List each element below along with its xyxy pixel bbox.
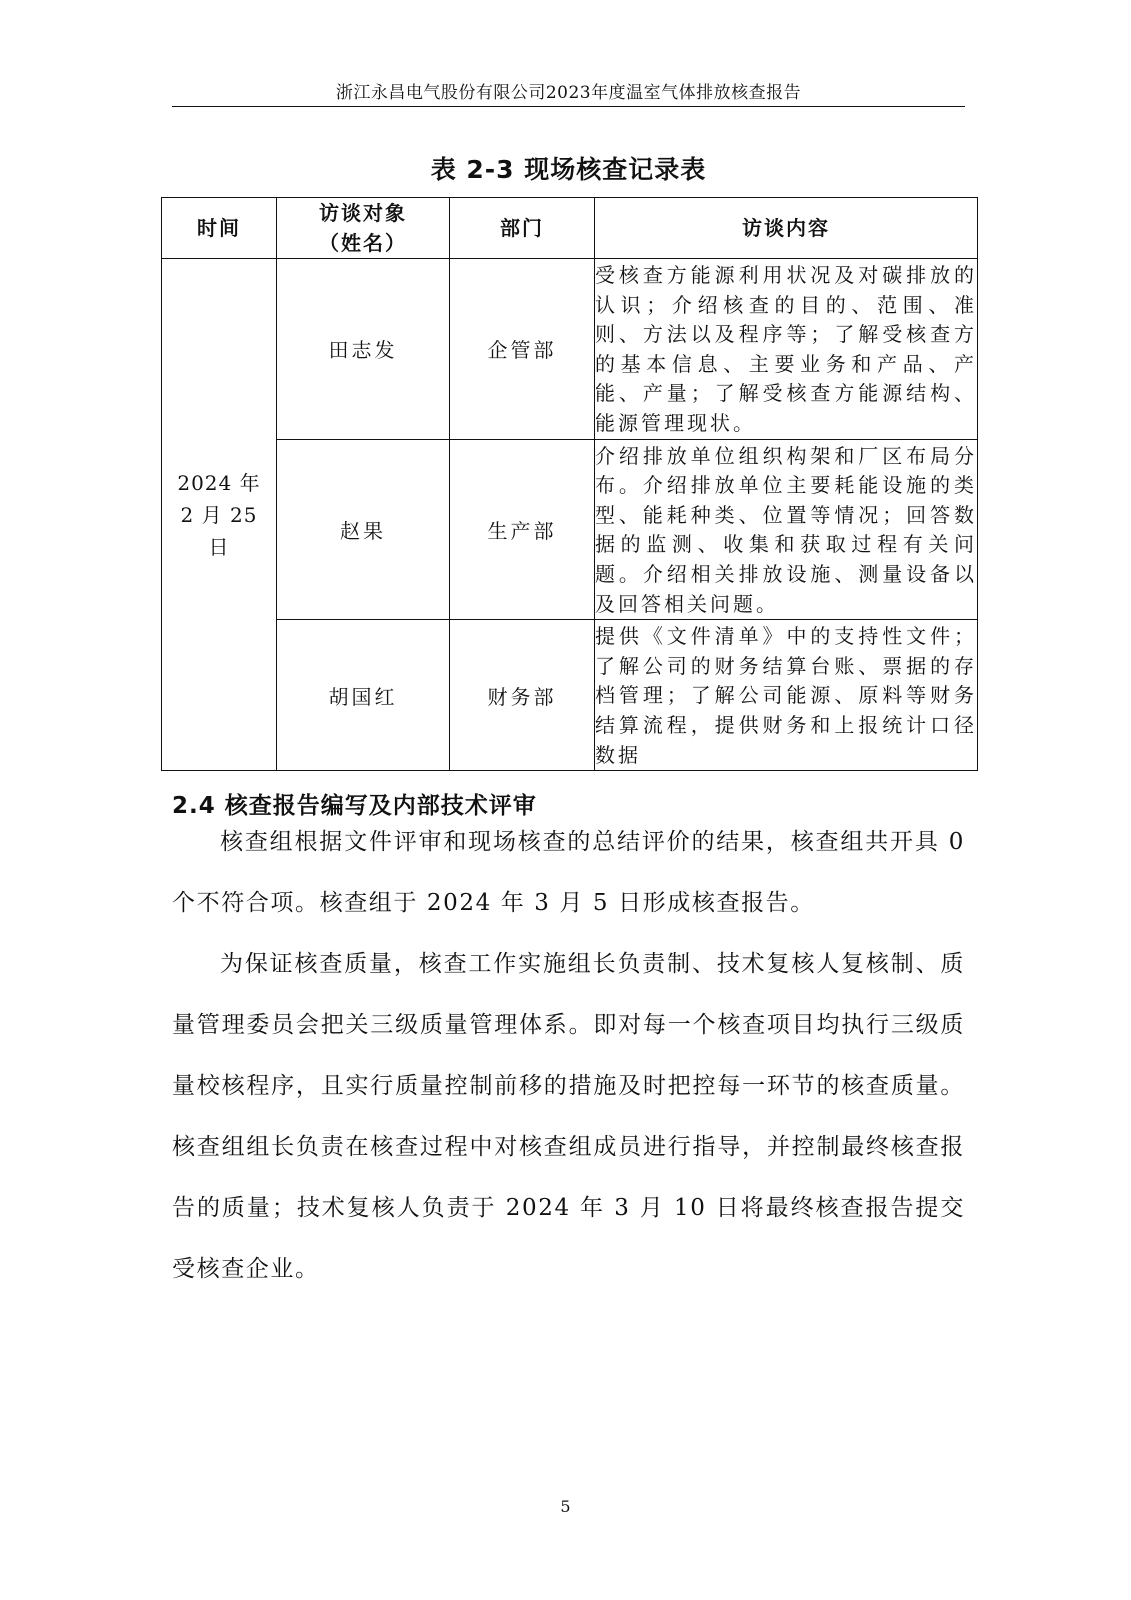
table-row [162, 439, 978, 620]
table-row [162, 259, 978, 440]
table-caption: 表 2-3 现场核查记录表 [430, 155, 707, 184]
interviewee-department: 财务部 [450, 620, 595, 771]
column-header-department: 部门 [450, 198, 595, 259]
interviewee-name: 赵果 [277, 439, 450, 620]
table-header-row [162, 198, 978, 259]
interviewee-name: 胡国红 [277, 620, 450, 771]
interview-content: 受核查方能源利用状况及对碳排放的认识；介绍核查的目的、范围、准则、方法以及程序等；了解受核查方的基本信息、主要业务和产品、产能、产量；了解受核查方能源结构、能源管理现状。 [595, 263, 977, 435]
column-header-interviewee: 访谈对象 （姓名） [277, 198, 450, 259]
interview-date-cell [162, 259, 277, 771]
column-header-time: 时间 [162, 198, 277, 259]
interview-date: 2024 年 2 月 25 日 [177, 470, 261, 559]
interview-content-cell [595, 259, 978, 440]
table-row [162, 620, 978, 771]
interviewee-department: 生产部 [450, 439, 595, 620]
interview-content-cell [595, 439, 978, 620]
interview-content-cell [595, 620, 978, 771]
interview-content: 提供《文件清单》中的支持性文件；了解公司的财务结算台账、票据的存档管理；了解公司能源、原料等财务结算流程，提供财务和上报统计口径数据 [595, 624, 977, 767]
onsite-verification-record-table [161, 197, 978, 771]
interview-content: 介绍排放单位组织构架和厂区布局分布。介绍排放单位主要耗能设施的类型、能耗种类、位置等情况；回答数据的监测、收集和获取过程有关问题。介绍相关排放设施、测量设备以及回答相关问题。 [595, 443, 977, 616]
interviewee-name: 田志发 [277, 259, 450, 440]
page-number: 5 [560, 1497, 571, 1516]
header-divider [172, 106, 965, 107]
interviewee-department: 企管部 [450, 259, 595, 440]
body-paragraph: 核查组根据文件评审和现场核查的总结评价的结果，核查组共开具 0 个不符合项。核查组于 2024 年 3 月 5 日形成核查报告。 [172, 829, 965, 916]
body-paragraph: 为保证核查质量，核查工作实施组长负责制、技术复核人复核制、质量管理委员会把关三级质量管理体系。即对每一个核查项目均执行三级质量校核程序，且实行质量控制前移的措施及时把控每一环节的核查质量。核查组组长负责在核查过程中对核查组成员进行指导，并控制最终核查报告的质量；技术复核人负责于 2024 年 3 月 10 日将最终核查报告提交受核查企业。 [172, 951, 965, 1282]
column-header-interview-content: 访谈内容 [595, 198, 978, 259]
report-header-title: 浙江永昌电气股份有限公司2023年度温室气体排放核查报告 [335, 83, 802, 103]
section-heading: 2.4 核查报告编写及内部技术评审 [172, 793, 537, 819]
